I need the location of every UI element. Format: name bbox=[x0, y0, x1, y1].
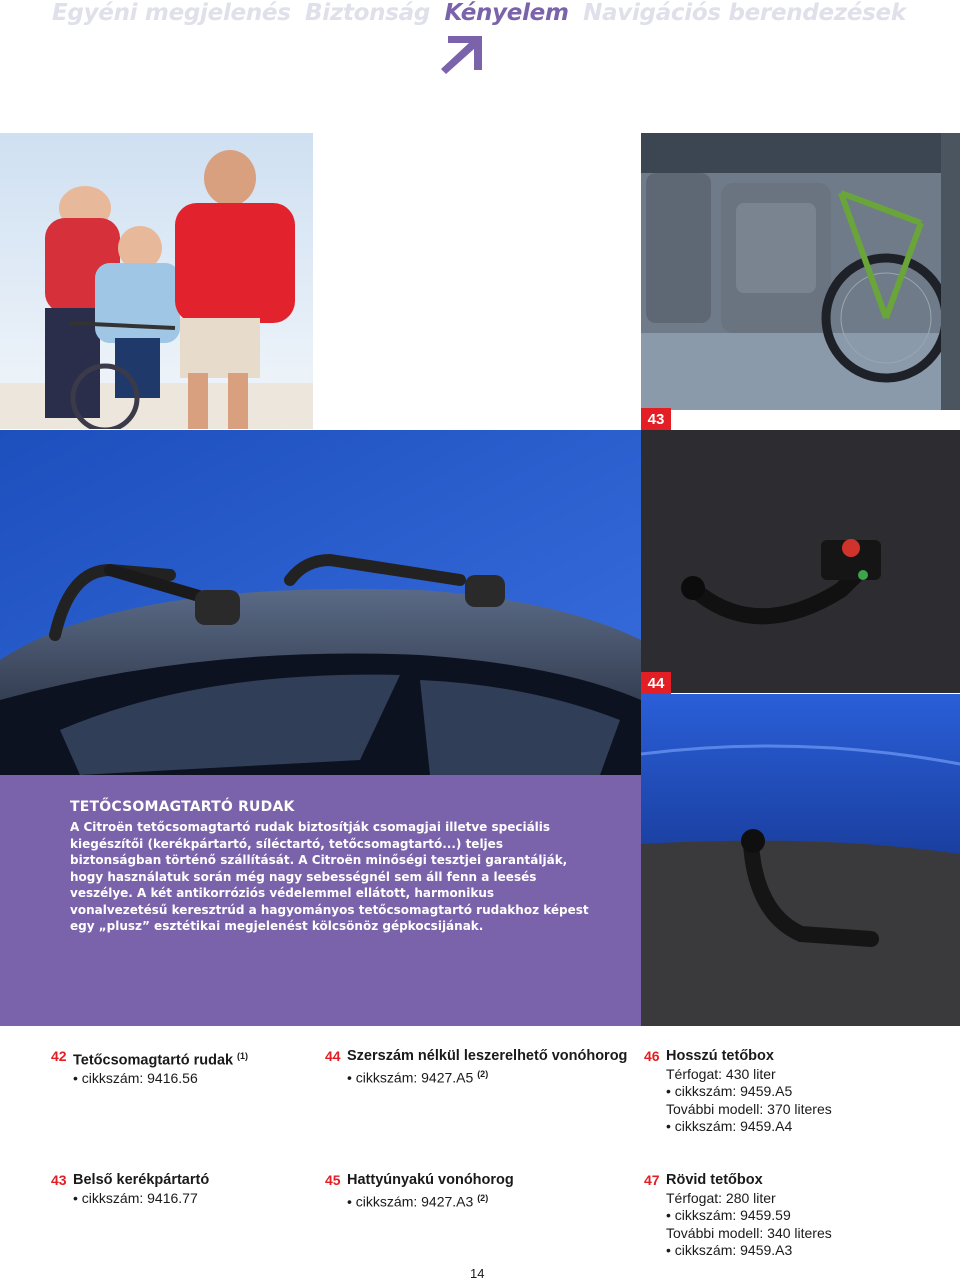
roof-bars-photo bbox=[0, 430, 641, 775]
product-name: Belső kerékpártartó bbox=[73, 1172, 210, 1188]
badge-44: 44 bbox=[641, 672, 671, 696]
product-line: • cikkszám: 9459.A5 bbox=[666, 1083, 793, 1099]
product-name: Szerszám nélkül leszerelhető vonóhorog bbox=[347, 1048, 628, 1064]
product-number: 43 bbox=[51, 1172, 67, 1188]
product-line: További modell: 370 literes bbox=[666, 1100, 832, 1117]
detachable-towbar-photo bbox=[641, 430, 960, 693]
product-44 bbox=[325, 1048, 635, 1087]
product-line: Térfogat: 430 liter bbox=[666, 1065, 776, 1082]
product-line: • cikkszám: 9459.59 bbox=[666, 1207, 791, 1223]
product-line: További modell: 340 literes bbox=[666, 1224, 832, 1241]
product-line: • cikkszám: 9459.A3 bbox=[666, 1242, 793, 1258]
product-name: Tetőcsomagtartó rudak bbox=[73, 1052, 234, 1069]
section-nav bbox=[52, 0, 952, 32]
product-name: Rövid tetőbox bbox=[666, 1172, 763, 1188]
product-46 bbox=[644, 1048, 944, 1136]
product-number: 46 bbox=[644, 1048, 660, 1064]
product-line: • cikkszám: 9427.A3 bbox=[347, 1193, 474, 1210]
product-line: • cikkszám: 9459.A4 bbox=[666, 1118, 793, 1134]
product-42 bbox=[51, 1048, 311, 1088]
nav-item-navigacios-berendezesek[interactable]: Navigációs berendezések bbox=[583, 0, 906, 26]
product-line: • cikkszám: 9427.A5 bbox=[347, 1069, 474, 1086]
badge-43: 43 bbox=[641, 408, 671, 432]
product-45 bbox=[325, 1172, 635, 1211]
product-number: 44 bbox=[325, 1048, 341, 1064]
info-text: A Citroën tetőcsomagtartó rudak biztosítják csomagjai illetve speciális kiegészítői (kerékpártartó, síléctartó, tetőcsomagtartó...) teljes biztonságban történő szállítását. A Citroën minőségi tesztjei garantálják, hogy használatuk során még nagy sebességnél sem áll fenn a leesés veszélye. A két antikorróziós védelemmel ellátott, harmonikus vonalvezetésű keresztrúd a hagyományos tetőcsomagtartó rudakhoz képest egy „plusz” esztétikai megjelenést kölcsönöz gépkocsijának. bbox=[70, 820, 589, 933]
product-name: Hosszú tetőbox bbox=[666, 1048, 774, 1064]
roof-bars-info-box bbox=[0, 775, 641, 1026]
nav-item-kenyelem[interactable]: Kényelem bbox=[444, 0, 569, 26]
footnote-marker: (2) bbox=[477, 1192, 489, 1203]
product-number: 47 bbox=[644, 1172, 660, 1188]
product-line: Térfogat: 280 liter bbox=[666, 1189, 776, 1206]
page-number: 14 bbox=[470, 1266, 485, 1281]
family-bicycle-photo bbox=[0, 133, 313, 429]
info-title: TETŐCSOMAGTARTÓ RUDAK bbox=[70, 799, 295, 815]
interior-bike-carrier-photo bbox=[641, 133, 960, 410]
swan-neck-towbar-photo bbox=[641, 694, 960, 1026]
product-number: 45 bbox=[325, 1172, 341, 1188]
product-line: • cikkszám: 9416.56 bbox=[73, 1070, 198, 1087]
product-43 bbox=[51, 1172, 311, 1207]
footnote-marker: (2) bbox=[477, 1068, 489, 1079]
product-line: • cikkszám: 9416.77 bbox=[73, 1189, 198, 1206]
product-47 bbox=[644, 1172, 944, 1260]
nav-item-egyeni-megjelenes[interactable]: Egyéni megjelenés bbox=[52, 0, 291, 26]
product-name: Hattyúnyakú vonóhorog bbox=[347, 1172, 514, 1188]
arrow-up-right-icon bbox=[438, 34, 484, 76]
nav-item-biztonsag[interactable]: Biztonság bbox=[305, 0, 430, 26]
footnote-marker: (1) bbox=[236, 1051, 248, 1061]
product-number: 42 bbox=[51, 1048, 67, 1064]
